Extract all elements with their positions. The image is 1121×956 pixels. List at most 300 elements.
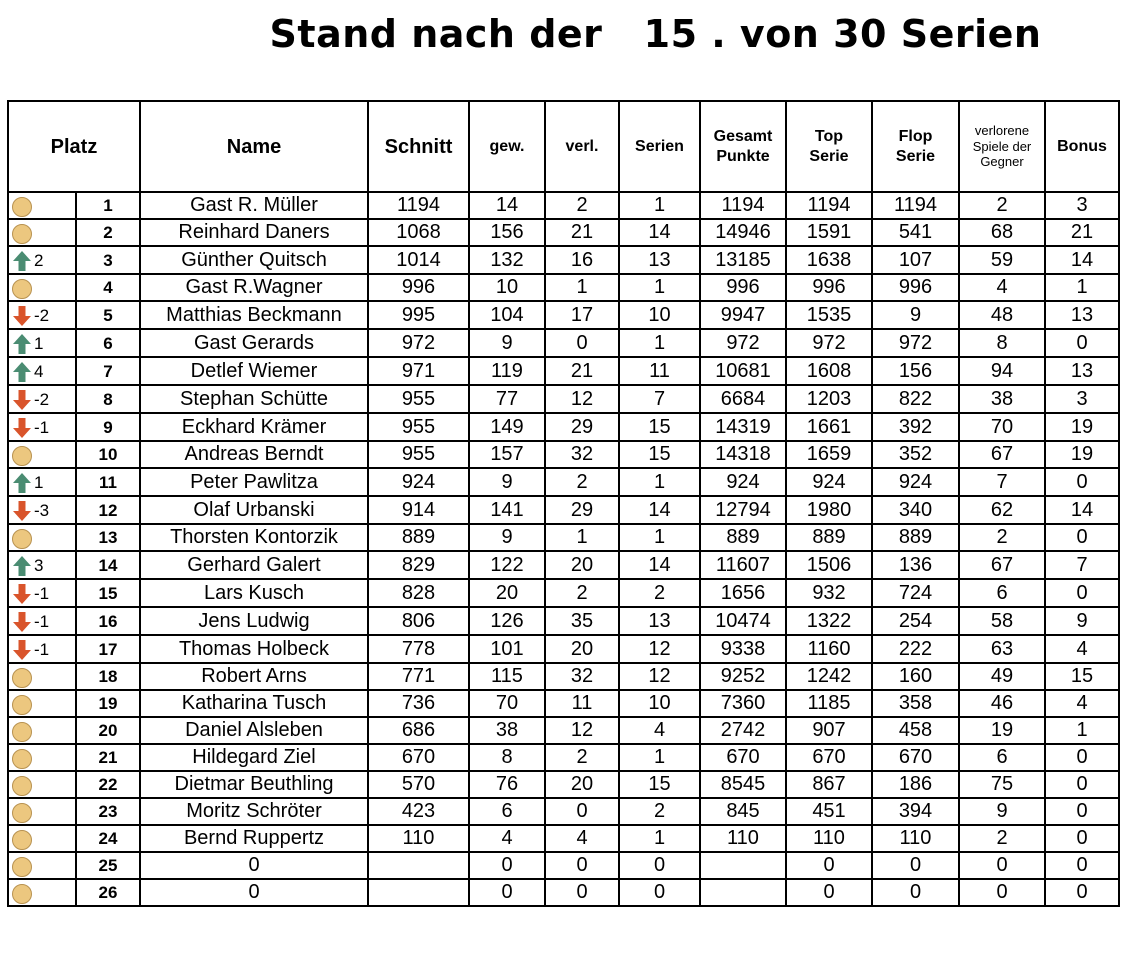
flop-cell: 458 xyxy=(872,717,959,744)
name-cell: Thorsten Kontorzik xyxy=(140,524,368,551)
schnitt-cell: 889 xyxy=(368,524,469,551)
rank-change: -2 xyxy=(34,390,50,410)
verl-cell: 21 xyxy=(545,357,619,385)
flop-cell: 724 xyxy=(872,579,959,607)
verl-cell: 2 xyxy=(545,192,619,219)
header-gesamt-punkte xyxy=(700,101,786,192)
top-cell: 1608 xyxy=(786,357,872,385)
top-cell: 889 xyxy=(786,524,872,551)
flop-cell: 394 xyxy=(872,798,959,825)
verlorene-cell: 19 xyxy=(959,717,1045,744)
arrow-down-icon xyxy=(12,583,32,605)
name-cell: Moritz Schröter xyxy=(140,798,368,825)
serien-cell: 14 xyxy=(619,219,700,246)
verlorene-cell: 6 xyxy=(959,744,1045,771)
table-row xyxy=(8,744,1119,771)
schnitt-cell: 110 xyxy=(368,825,469,852)
platz-cell: 10 xyxy=(76,441,140,468)
trend-cell xyxy=(8,717,76,744)
name-cell: Günther Quitsch xyxy=(140,246,368,274)
serien-cell: 0 xyxy=(619,879,700,906)
flop-cell: 222 xyxy=(872,635,959,663)
bonus-cell: 0 xyxy=(1045,852,1119,879)
neutral-dot-icon xyxy=(12,776,32,796)
gesamt-cell xyxy=(700,879,786,906)
verl-cell: 32 xyxy=(545,441,619,468)
platz-cell: 25 xyxy=(76,852,140,879)
serien-cell: 1 xyxy=(619,468,700,496)
verlorene-cell: 94 xyxy=(959,357,1045,385)
gesamt-cell: 14318 xyxy=(700,441,786,468)
top-cell: 1160 xyxy=(786,635,872,663)
verl-cell: 0 xyxy=(545,329,619,357)
gew-cell: 70 xyxy=(469,690,545,717)
arrow-down-icon xyxy=(12,611,32,633)
schnitt-cell xyxy=(368,879,469,906)
bonus-cell: 7 xyxy=(1045,551,1119,579)
verlorene-cell: 7 xyxy=(959,468,1045,496)
gesamt-cell: 8545 xyxy=(700,771,786,798)
rank-change: -1 xyxy=(34,418,50,438)
name-cell: Robert Arns xyxy=(140,663,368,690)
gesamt-cell: 110 xyxy=(700,825,786,852)
verl-cell: 17 xyxy=(545,301,619,329)
gew-cell: 77 xyxy=(469,385,545,413)
serien-cell: 2 xyxy=(619,798,700,825)
schnitt-cell: 971 xyxy=(368,357,469,385)
table-row xyxy=(8,301,1119,329)
bonus-cell: 0 xyxy=(1045,771,1119,798)
verl-cell: 32 xyxy=(545,663,619,690)
gew-cell: 9 xyxy=(469,468,545,496)
platz-cell: 15 xyxy=(76,579,140,607)
table-row xyxy=(8,852,1119,879)
table-row xyxy=(8,441,1119,468)
verl-cell: 1 xyxy=(545,274,619,301)
flop-cell: 1194 xyxy=(872,192,959,219)
verl-cell: 2 xyxy=(545,468,619,496)
rank-change: 3 xyxy=(34,556,44,576)
serien-cell: 12 xyxy=(619,663,700,690)
gesamt-cell: 10681 xyxy=(700,357,786,385)
gesamt-cell: 1656 xyxy=(700,579,786,607)
schnitt-cell: 570 xyxy=(368,771,469,798)
trend-cell xyxy=(8,579,76,607)
bonus-cell: 1 xyxy=(1045,274,1119,301)
schnitt-cell: 778 xyxy=(368,635,469,663)
name-cell: Thomas Holbeck xyxy=(140,635,368,663)
serien-cell: 13 xyxy=(619,246,700,274)
header-bonus: Bonus xyxy=(1045,101,1119,192)
platz-cell: 17 xyxy=(76,635,140,663)
arrow-up-icon xyxy=(12,555,32,577)
gew-cell: 149 xyxy=(469,413,545,441)
arrow-down-icon xyxy=(12,417,32,439)
serien-cell: 2 xyxy=(619,579,700,607)
neutral-dot-icon xyxy=(12,446,32,466)
platz-cell: 23 xyxy=(76,798,140,825)
rank-change: -3 xyxy=(34,501,50,521)
trend-cell xyxy=(8,524,76,551)
serien-cell: 1 xyxy=(619,192,700,219)
bonus-cell: 0 xyxy=(1045,744,1119,771)
verlorene-cell: 67 xyxy=(959,551,1045,579)
table-row xyxy=(8,663,1119,690)
gesamt-cell: 6684 xyxy=(700,385,786,413)
schnitt-cell: 829 xyxy=(368,551,469,579)
flop-cell: 392 xyxy=(872,413,959,441)
name-cell: Bernd Ruppertz xyxy=(140,825,368,852)
gesamt-cell: 10474 xyxy=(700,607,786,635)
trend-cell xyxy=(8,798,76,825)
bonus-cell: 0 xyxy=(1045,524,1119,551)
bonus-cell: 3 xyxy=(1045,385,1119,413)
bonus-cell: 19 xyxy=(1045,441,1119,468)
serien-cell: 1 xyxy=(619,274,700,301)
platz-cell: 2 xyxy=(76,219,140,246)
header-name: Name xyxy=(140,101,368,192)
platz-cell: 20 xyxy=(76,717,140,744)
table-row xyxy=(8,798,1119,825)
table-row xyxy=(8,246,1119,274)
neutral-dot-icon xyxy=(12,668,32,688)
verl-cell: 11 xyxy=(545,690,619,717)
table-row xyxy=(8,274,1119,301)
serien-cell: 11 xyxy=(619,357,700,385)
verlorene-cell: 49 xyxy=(959,663,1045,690)
verlorene-cell: 70 xyxy=(959,413,1045,441)
top-cell: 670 xyxy=(786,744,872,771)
bonus-cell: 3 xyxy=(1045,192,1119,219)
flop-cell: 186 xyxy=(872,771,959,798)
table-row xyxy=(8,413,1119,441)
verl-cell: 1 xyxy=(545,524,619,551)
top-cell: 1661 xyxy=(786,413,872,441)
name-cell: Reinhard Daners xyxy=(140,219,368,246)
bonus-cell: 14 xyxy=(1045,496,1119,524)
gew-cell: 0 xyxy=(469,879,545,906)
platz-cell: 5 xyxy=(76,301,140,329)
gew-cell: 38 xyxy=(469,717,545,744)
platz-cell: 12 xyxy=(76,496,140,524)
header-platz: Platz xyxy=(8,101,140,192)
serien-cell: 14 xyxy=(619,496,700,524)
gew-cell: 104 xyxy=(469,301,545,329)
gew-cell: 141 xyxy=(469,496,545,524)
header-flop-line1: Flop xyxy=(898,128,933,146)
gesamt-cell: 13185 xyxy=(700,246,786,274)
top-cell: 451 xyxy=(786,798,872,825)
table-row xyxy=(8,607,1119,635)
header-verlorene-spiele xyxy=(959,101,1045,192)
serien-cell: 10 xyxy=(619,690,700,717)
name-cell: Gerhard Galert xyxy=(140,551,368,579)
verl-cell: 21 xyxy=(545,219,619,246)
flop-cell: 889 xyxy=(872,524,959,551)
trend-cell xyxy=(8,219,76,246)
bonus-cell: 0 xyxy=(1045,579,1119,607)
verlorene-cell: 4 xyxy=(959,274,1045,301)
platz-cell: 6 xyxy=(76,329,140,357)
standings-table xyxy=(7,100,1120,907)
verl-cell: 12 xyxy=(545,385,619,413)
gew-cell: 0 xyxy=(469,852,545,879)
name-cell: Detlef Wiemer xyxy=(140,357,368,385)
verlorene-cell: 0 xyxy=(959,879,1045,906)
bonus-cell: 4 xyxy=(1045,635,1119,663)
trend-cell xyxy=(8,441,76,468)
top-cell: 1194 xyxy=(786,192,872,219)
flop-cell: 924 xyxy=(872,468,959,496)
verl-cell: 35 xyxy=(545,607,619,635)
verlorene-cell: 9 xyxy=(959,798,1045,825)
arrow-down-icon xyxy=(12,500,32,522)
flop-cell: 670 xyxy=(872,744,959,771)
verlorene-cell: 67 xyxy=(959,441,1045,468)
arrow-up-icon xyxy=(12,361,32,383)
top-cell: 0 xyxy=(786,852,872,879)
verl-cell: 4 xyxy=(545,825,619,852)
trend-cell xyxy=(8,635,76,663)
bonus-cell: 0 xyxy=(1045,329,1119,357)
schnitt-cell: 736 xyxy=(368,690,469,717)
schnitt-cell: 924 xyxy=(368,468,469,496)
flop-cell: 9 xyxy=(872,301,959,329)
gesamt-cell: 845 xyxy=(700,798,786,825)
gew-cell: 126 xyxy=(469,607,545,635)
table-row xyxy=(8,690,1119,717)
trend-cell xyxy=(8,551,76,579)
gesamt-cell: 1194 xyxy=(700,192,786,219)
trend-cell xyxy=(8,246,76,274)
neutral-dot-icon xyxy=(12,830,32,850)
schnitt-cell: 670 xyxy=(368,744,469,771)
trend-cell xyxy=(8,301,76,329)
flop-cell: 110 xyxy=(872,825,959,852)
gesamt-cell: 11607 xyxy=(700,551,786,579)
platz-cell: 26 xyxy=(76,879,140,906)
verlorene-cell: 46 xyxy=(959,690,1045,717)
table-row xyxy=(8,579,1119,607)
top-cell: 996 xyxy=(786,274,872,301)
verl-cell: 29 xyxy=(545,413,619,441)
top-cell: 1242 xyxy=(786,663,872,690)
table-row xyxy=(8,468,1119,496)
header-schnitt: Schnitt xyxy=(368,101,469,192)
header-verlorene-line3: Gegner xyxy=(980,154,1024,170)
trend-cell xyxy=(8,329,76,357)
neutral-dot-icon xyxy=(12,722,32,742)
verlorene-cell: 62 xyxy=(959,496,1045,524)
verlorene-cell: 68 xyxy=(959,219,1045,246)
name-cell: Olaf Urbanski xyxy=(140,496,368,524)
header-top-line1: Top xyxy=(814,128,844,146)
platz-cell: 11 xyxy=(76,468,140,496)
top-cell: 1506 xyxy=(786,551,872,579)
platz-cell: 1 xyxy=(76,192,140,219)
verlorene-cell: 58 xyxy=(959,607,1045,635)
name-cell: Dietmar Beuthling xyxy=(140,771,368,798)
name-cell: Matthias Beckmann xyxy=(140,301,368,329)
gew-cell: 115 xyxy=(469,663,545,690)
serien-cell: 1 xyxy=(619,524,700,551)
gew-cell: 6 xyxy=(469,798,545,825)
gew-cell: 10 xyxy=(469,274,545,301)
header-verlorene-line2: Spiele der xyxy=(972,138,1032,154)
header-verl: verl. xyxy=(545,101,619,192)
gew-cell: 76 xyxy=(469,771,545,798)
name-cell: Hildegard Ziel xyxy=(140,744,368,771)
verlorene-cell: 38 xyxy=(959,385,1045,413)
flop-cell: 107 xyxy=(872,246,959,274)
page-title xyxy=(0,12,1121,56)
gesamt-cell: 670 xyxy=(700,744,786,771)
top-cell: 0 xyxy=(786,879,872,906)
platz-cell: 7 xyxy=(76,357,140,385)
top-cell: 907 xyxy=(786,717,872,744)
rank-change: -1 xyxy=(34,640,50,660)
serien-cell: 12 xyxy=(619,635,700,663)
table-row xyxy=(8,771,1119,798)
schnitt-cell: 1194 xyxy=(368,192,469,219)
serien-cell: 4 xyxy=(619,717,700,744)
verlorene-cell: 8 xyxy=(959,329,1045,357)
neutral-dot-icon xyxy=(12,224,32,244)
trend-cell xyxy=(8,607,76,635)
trend-cell xyxy=(8,825,76,852)
name-cell: Daniel Alsleben xyxy=(140,717,368,744)
name-cell: Stephan Schütte xyxy=(140,385,368,413)
bonus-cell: 15 xyxy=(1045,663,1119,690)
verlorene-cell: 48 xyxy=(959,301,1045,329)
top-cell: 924 xyxy=(786,468,872,496)
flop-cell: 136 xyxy=(872,551,959,579)
platz-cell: 22 xyxy=(76,771,140,798)
rank-change: -1 xyxy=(34,584,50,604)
bonus-cell: 0 xyxy=(1045,825,1119,852)
trend-cell xyxy=(8,690,76,717)
gesamt-cell: 2742 xyxy=(700,717,786,744)
trend-cell xyxy=(8,852,76,879)
trend-cell xyxy=(8,879,76,906)
platz-cell: 13 xyxy=(76,524,140,551)
trend-cell xyxy=(8,274,76,301)
serien-cell: 15 xyxy=(619,441,700,468)
bonus-cell: 13 xyxy=(1045,357,1119,385)
gesamt-cell: 7360 xyxy=(700,690,786,717)
name-cell: 0 xyxy=(140,852,368,879)
trend-cell xyxy=(8,413,76,441)
table-row xyxy=(8,551,1119,579)
name-cell: Gast R. Müller xyxy=(140,192,368,219)
table-row xyxy=(8,635,1119,663)
schnitt-cell: 996 xyxy=(368,274,469,301)
header-flop-serie xyxy=(872,101,959,192)
table-row xyxy=(8,357,1119,385)
name-cell: Andreas Berndt xyxy=(140,441,368,468)
header-flop-line2: Serie xyxy=(895,147,936,165)
gesamt-cell: 9947 xyxy=(700,301,786,329)
rank-change: 1 xyxy=(34,473,44,493)
bonus-cell: 21 xyxy=(1045,219,1119,246)
flop-cell: 358 xyxy=(872,690,959,717)
platz-cell: 4 xyxy=(76,274,140,301)
arrow-down-icon xyxy=(12,639,32,661)
schnitt-cell: 972 xyxy=(368,329,469,357)
arrow-up-icon xyxy=(12,250,32,272)
schnitt-cell: 828 xyxy=(368,579,469,607)
flop-cell: 972 xyxy=(872,329,959,357)
platz-cell: 16 xyxy=(76,607,140,635)
verl-cell: 20 xyxy=(545,635,619,663)
gew-cell: 122 xyxy=(469,551,545,579)
neutral-dot-icon xyxy=(12,529,32,549)
top-cell: 1591 xyxy=(786,219,872,246)
rank-change: 1 xyxy=(34,334,44,354)
gew-cell: 156 xyxy=(469,219,545,246)
table-row xyxy=(8,385,1119,413)
trend-cell xyxy=(8,496,76,524)
gesamt-cell: 924 xyxy=(700,468,786,496)
neutral-dot-icon xyxy=(12,857,32,877)
gew-cell: 119 xyxy=(469,357,545,385)
top-cell: 932 xyxy=(786,579,872,607)
top-cell: 1203 xyxy=(786,385,872,413)
trend-cell xyxy=(8,385,76,413)
verl-cell: 29 xyxy=(545,496,619,524)
table-row xyxy=(8,524,1119,551)
header-top-line2: Serie xyxy=(809,147,849,165)
trend-cell xyxy=(8,744,76,771)
trend-cell xyxy=(8,771,76,798)
title-suffix: . von 30 Serien xyxy=(711,12,1042,56)
gesamt-cell: 9338 xyxy=(700,635,786,663)
bonus-cell: 0 xyxy=(1045,468,1119,496)
table-row xyxy=(8,825,1119,852)
schnitt-cell: 686 xyxy=(368,717,469,744)
gew-cell: 4 xyxy=(469,825,545,852)
bonus-cell: 14 xyxy=(1045,246,1119,274)
neutral-dot-icon xyxy=(12,884,32,904)
verlorene-cell: 59 xyxy=(959,246,1045,274)
top-cell: 1535 xyxy=(786,301,872,329)
header-gew: gew. xyxy=(469,101,545,192)
verl-cell: 0 xyxy=(545,798,619,825)
top-cell: 972 xyxy=(786,329,872,357)
bonus-cell: 0 xyxy=(1045,798,1119,825)
flop-cell: 0 xyxy=(872,852,959,879)
top-cell: 1638 xyxy=(786,246,872,274)
verlorene-cell: 2 xyxy=(959,825,1045,852)
name-cell: Lars Kusch xyxy=(140,579,368,607)
neutral-dot-icon xyxy=(12,803,32,823)
name-cell: 0 xyxy=(140,879,368,906)
schnitt-cell: 423 xyxy=(368,798,469,825)
header-top-serie xyxy=(786,101,872,192)
flop-cell: 352 xyxy=(872,441,959,468)
name-cell: Eckhard Krämer xyxy=(140,413,368,441)
schnitt-cell: 806 xyxy=(368,607,469,635)
bonus-cell: 4 xyxy=(1045,690,1119,717)
top-cell: 1322 xyxy=(786,607,872,635)
verl-cell: 12 xyxy=(545,717,619,744)
top-cell: 1185 xyxy=(786,690,872,717)
top-cell: 1659 xyxy=(786,441,872,468)
table-row xyxy=(8,329,1119,357)
gew-cell: 157 xyxy=(469,441,545,468)
name-cell: Jens Ludwig xyxy=(140,607,368,635)
platz-cell: 24 xyxy=(76,825,140,852)
